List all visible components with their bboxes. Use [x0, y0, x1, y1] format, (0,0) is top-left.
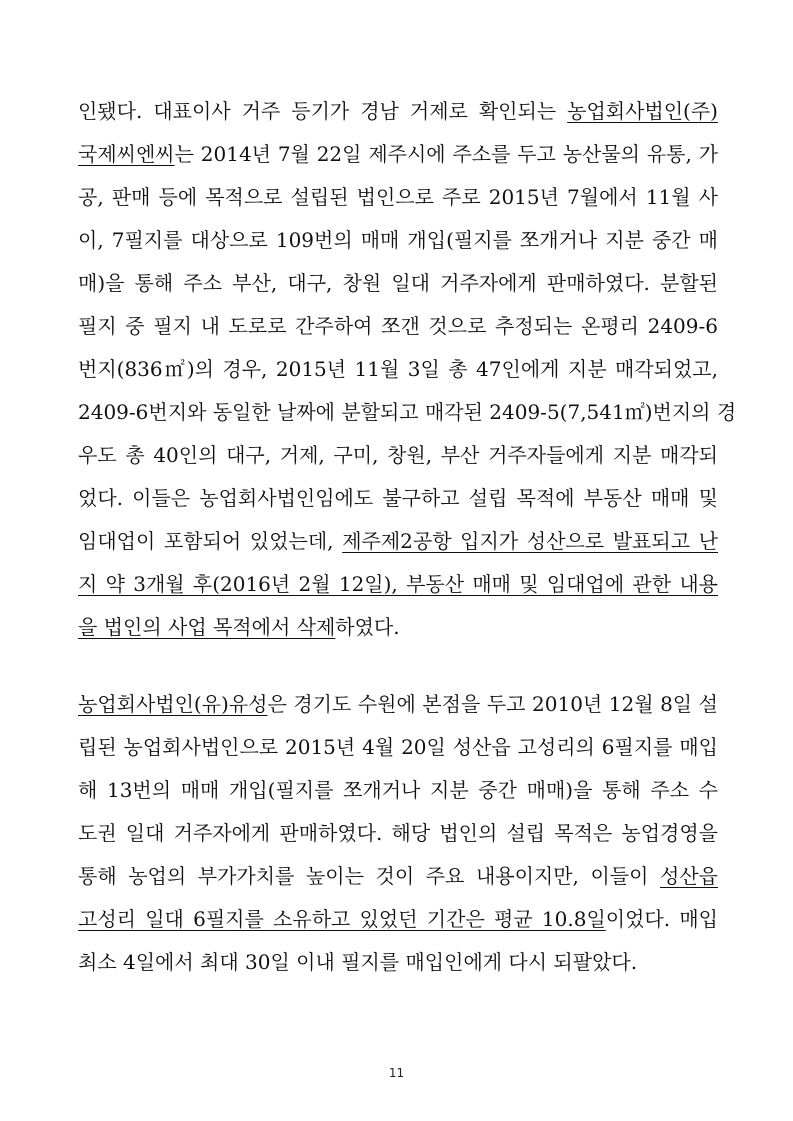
text-line: [78, 262, 718, 305]
underlined-text: 고성리 일대 6필지를 소유하고 있었던 기간은 평균 10.8일: [78, 907, 606, 931]
text-line: [78, 855, 718, 898]
text-line: [78, 348, 718, 391]
text-line: [78, 898, 718, 941]
text-segment: 공, 판매 등에 목적으로 설립된 법인으로 주로 2015년 7월에서 11월 사: [78, 185, 718, 209]
underlined-text: 지 약 3개월 후(2016년 2월 12일), 부동산 매매 및 임대업에 관한 내용: [78, 572, 718, 596]
text-line: [78, 219, 718, 262]
underlined-text: 제주제2공항 입지가 성산으로 발표되고 난: [342, 529, 718, 553]
text-line: [78, 726, 718, 769]
underlined-text: 농업회사법인(주): [567, 99, 718, 123]
text-segment: 필지 중 필지 내 도로로 간주하여 쪼갠 것으로 추정되는 온평리 2409-6: [78, 314, 718, 338]
underlined-text: 을 법인의 사업 목적에서 삭제: [78, 615, 336, 639]
text-line: [78, 606, 718, 649]
text-line: [78, 305, 718, 348]
text-segment: 최소 4일에서 최대 30일 이내 필지를 매입인에게 다시 되팔았다.: [78, 950, 638, 974]
text-line: [78, 683, 718, 726]
text-line: [78, 90, 718, 133]
text-line: [78, 434, 718, 477]
text-segment: 이었다. 매입: [605, 907, 718, 931]
text-segment: 매)을 통해 주소 부산, 대구, 창원 일대 거주자에게 판매하였다. 분할된: [78, 271, 718, 295]
text-line: [78, 563, 718, 606]
text-line: [78, 176, 718, 219]
text-segment: 우도 총 40인의 대구, 거제, 구미, 창원, 부산 거주자들에게 지분 매각되: [78, 443, 718, 467]
text-segment: 는 2014년 7월 22일 제주시에 주소를 두고 농산물의 유통, 가: [174, 142, 718, 166]
text-segment: 립된 농업회사법인으로 2015년 4월 20일 성산읍 고성리의 6필지를 매입: [78, 735, 718, 759]
text-line: [78, 812, 718, 855]
text-segment: 하였다.: [335, 615, 400, 639]
text-line: [78, 391, 737, 434]
underlined-text: 국제씨엔씨: [78, 142, 175, 166]
text-segment: 번지(836㎡)의 경우, 2015년 11월 3일 총 47인에게 지분 매각되었고,: [78, 357, 718, 381]
paragraph-2: [78, 683, 718, 984]
text-segment: 2409-6번지와 동일한 날짜에 분할되고 매각된 2409-5(7,541㎡)번지의 경: [78, 400, 737, 424]
text-segment: 은 경기도 수원에 본점을 두고 2010년 12월 8일 설: [267, 692, 718, 716]
underlined-text: 농업회사법인(유)유성: [78, 692, 268, 716]
text-line: [78, 133, 718, 176]
text-line: [78, 941, 718, 984]
text-segment: 도권 일대 거주자에게 판매하였다. 해당 법인의 설립 목적은 농업경영을: [78, 821, 718, 845]
text-segment: 해 13번의 매매 개입(필지를 쪼개거나 지분 중간 매매)을 통해 주소 수: [78, 778, 718, 802]
paragraph-1: [78, 90, 737, 649]
text-line: [78, 477, 718, 520]
text-segment: 인됐다. 대표이사 거주 등기가 경남 거제로 확인되는: [78, 99, 568, 123]
text-segment: 임대업이 포함되어 있었는데,: [78, 529, 343, 553]
text-line: [78, 769, 718, 812]
underlined-text: 성산읍: [660, 864, 718, 888]
text-segment: 었다. 이들은 농업회사법인임에도 불구하고 설립 목적에 부동산 매매 및: [78, 486, 718, 510]
page-number: 11: [388, 1066, 405, 1080]
text-line: [78, 520, 718, 563]
text-segment: 통해 농업의 부가가치를 높이는 것이 주요 내용이지만, 이들이: [78, 864, 661, 888]
text-segment: 이, 7필지를 대상으로 109번의 매매 개입(필지를 쪼개거나 지분 중간 매: [78, 228, 718, 252]
